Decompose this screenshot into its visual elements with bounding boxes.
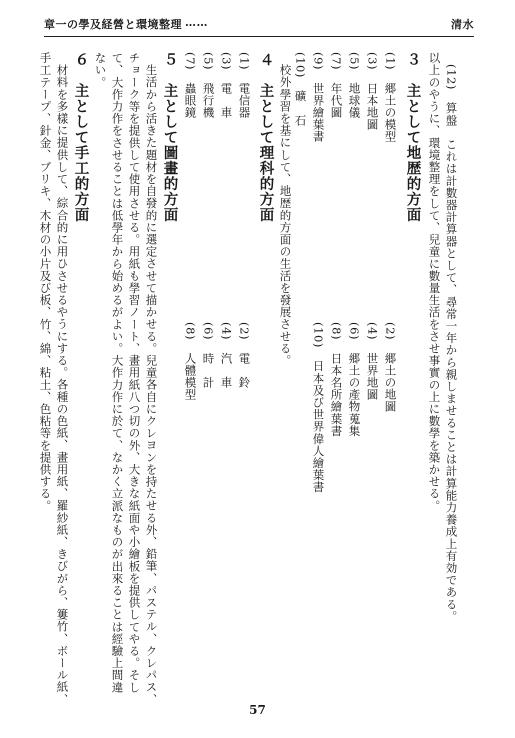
text-column: 手工テープ、針金、ブリキ、木材の小片及び板、竹、綿、粘土、色粘等を提供する。 bbox=[38, 52, 53, 512]
text-column: (5) 飛行機 bbox=[201, 52, 216, 119]
page-number: 57 bbox=[249, 703, 266, 717]
text-column: (8) 日本名所繪葉書 bbox=[329, 322, 344, 437]
text-column: (3) 日本地圖 bbox=[365, 52, 380, 131]
text-column: (1) 郷土の模型 bbox=[383, 52, 398, 143]
text-column: (10) 礦 石 bbox=[293, 52, 308, 127]
text-column: (6) 郷土の產物蒐集 bbox=[347, 322, 362, 437]
section-heading: ６ 主として手工的方面 bbox=[72, 52, 90, 223]
text-column: (4) 世界地圖 bbox=[365, 322, 380, 401]
text-column: 校外學習を基にして、地歴的方面の生活を發展させる。 bbox=[278, 64, 293, 367]
text-column: (3) 電 車 bbox=[219, 52, 234, 119]
text-column: ない。 bbox=[93, 52, 108, 89]
header-rule bbox=[44, 36, 474, 37]
text-column: 以上のやうに、環境整理をして、兒童に數量生活をさせ事實の上に數學を築かせる。 bbox=[427, 52, 442, 512]
text-column: (7) 年代圖 bbox=[329, 52, 344, 119]
text-column: (1) 電信器 bbox=[237, 52, 252, 119]
running-head-author: 清水 bbox=[451, 18, 474, 31]
text-column: (9) 世界繪葉書 bbox=[311, 52, 326, 143]
running-head bbox=[44, 16, 474, 32]
text-column: 生活から活きた題材を自發的に選定させて描かせる。兒童各自にクレヨンを持たせる外、鉛筆、パステル、クレパス、 bbox=[144, 64, 159, 706]
text-column: (2) 電 鈴 bbox=[237, 322, 252, 389]
text-column: (4) 汽 車 bbox=[219, 322, 234, 389]
text-column: て、大作力作をさせることは低學年から始めるがよい。大作力作に於て、なかく立派なものが出來ることは經驗上間違 bbox=[110, 52, 125, 694]
text-column: (6) 時 計 bbox=[201, 322, 216, 389]
section-heading: ４ 主として理科的方面 bbox=[257, 52, 275, 223]
running-head-title bbox=[44, 16, 208, 32]
section-heading: ５ 主として圖畫的方面 bbox=[161, 52, 179, 223]
text-column: (10) 日本及び世界偉人繪葉書 bbox=[311, 322, 326, 494]
text-column: チョーク等を提供して使用させる。用紙も學習ノート、畫用紙八つ切の外、大きな紙面や小繪板を提供してやる。そし bbox=[127, 52, 142, 694]
text-column: 材料を多樣に提供して、綜合的に用ひさせるやうにする。各種の色紙、畫用紙、羅紗紙、きびがら、簍竹、ボール紙、 bbox=[55, 64, 70, 706]
running-head-separator: …… bbox=[185, 16, 208, 29]
text-column: (8) 人體模型 bbox=[183, 322, 198, 401]
section-heading: ３ 主として地歴的方面 bbox=[404, 52, 422, 223]
running-head-left: 章一の學及経營と環境整理 bbox=[44, 18, 182, 31]
text-column: (5) 地球儀 bbox=[347, 52, 362, 119]
text-column: (2) 郷土の地圖 bbox=[383, 322, 398, 413]
text-column: (7) 蟲眼鏡 bbox=[183, 52, 198, 119]
text-column: (12) 算盤 これは計數器計算器として、尋常一年から親しませることは計算能力養成上有効である。 bbox=[444, 64, 459, 623]
